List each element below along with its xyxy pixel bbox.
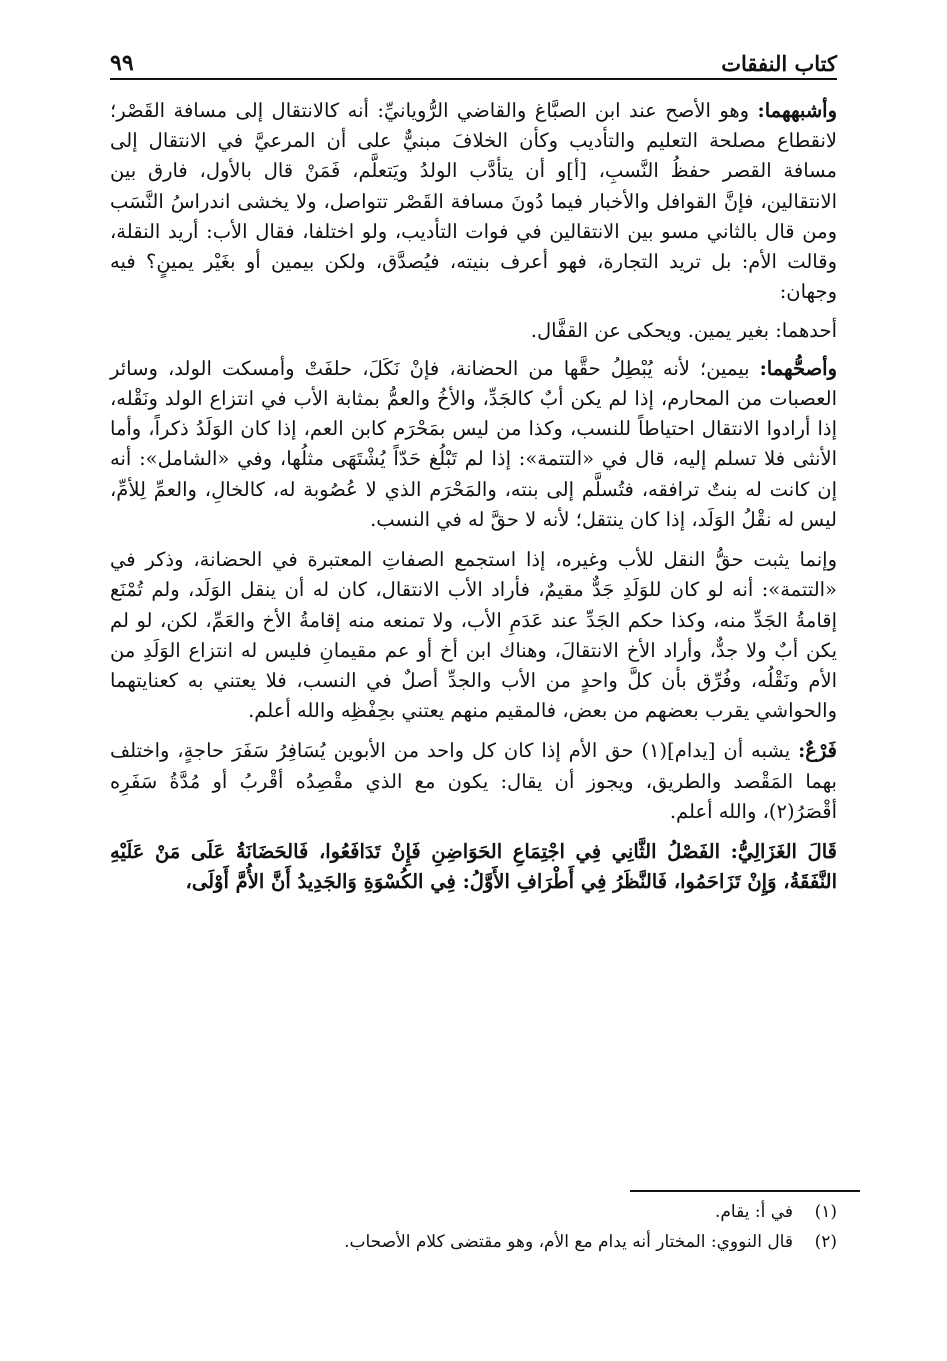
running-title: كتاب النفقات [721, 51, 837, 76]
main-text [110, 96, 837, 905]
paragraph-text: وإنما يثبت حقُّ النقل للأب وغيره، إذا استجمع الصفاتِ المعتبرة في الحضانة، وذكر في «التتمة»: أنه لو كان للوَلَدِ جَدٌّ مقيمٌ، فأراد الأب الانتقال، كان له أن ينقل الوَلَد، ولم تُمْنَع إقامةُ الجَدِّ منه، وكذا حكم الجَدِّ عند عَدَمِ الأب، ولا تمنعه منه إقامةُ الأخ والعَمِّ، لكن، لو لم يكن أبٌ ولا جدٌّ، وأراد الأخ الانتقالَ، وهناك ابن أخ أو عم مقيمانِ فليس له انتزاع الوَلَدِ من الأم ونَقْلُه، وفُرِّق بأن كلَّ واحدٍ من الأب والجدِّ أصلٌ في النسب، فلا يعتني به كعنايتهما والحواشي يقرب بعضهم من بعض، فالمقيم منهم يعتني بحِفْظِه والله أعلم. [110, 548, 837, 723]
footnote [110, 1198, 837, 1228]
paragraph [110, 837, 837, 897]
paragraph-text: الفَصْلُ الثَّانِي فِي اجْتِمَاعِ الحَوَاضِنِ فَإِنْ تَدَافَعُوا، فَالحَضَانَةُ عَلَى مَنْ عَلَيْهِ النَّفَقَةُ، وَإِنْ تَزَاحَمُوا، فَالنَّظَرُ فِي أَطْرَافِ الأَوَّلُ: فِي الكُسْوَةِ وَالجَدِيدُ أَنَّ الأُمَّ أَوْلَى، [110, 840, 837, 894]
paragraph-lead: قَالَ الغَزَالِيُّ: [730, 840, 837, 864]
footnote-number: (٢) [814, 1231, 837, 1252]
footnotes [110, 1198, 837, 1258]
paragraph [110, 96, 837, 308]
paragraph [110, 736, 837, 827]
paragraph-lead: فَرْعٌ: [798, 739, 837, 763]
footnote-text: قال النووي: المختار أنه يدام مع الأم، وهو مقتضى كلام الأصحاب. [344, 1231, 793, 1252]
footnote-separator [630, 1190, 860, 1192]
footnote-text: في أ: يقام. [715, 1202, 793, 1222]
paragraph-text: بيمين؛ لأنه يُبْطِلُ حقَّها من الحضانة، فإنْ نَكَلَ، حلفَتْ وأمسكت الولد، وسائر العصبات من المحارم، إذا لم يكن أبٌ كالجَدِّ، والأخُ والعمُّ بمثابة الأب في انتزاع الولد ونَقْله، إذا أرادوا الانتقال احتياطاً للنسب، وكذا من ليس بمَحْرَم كابن العم، إذا كان الوَلَدُ ذكراً، وأما الأنثى فلا تسلم إليه، قال في «التتمة»: إذا لم تَبْلُغ حَدّاً يُشْتَهَى مثلُها، وفي «الشامل»: أنه إن كانت له بنتٌ ترافقه، فتُسلَّم إلى بنته، والمَحْرَم الذي لا عُصُوبة له، كالخالِ، والعمِّ لِلأمِّ، ليس له نقْلُ الوَلَد، إذا كان ينتقل؛ لأنه لا حقَّ له في النسب. [110, 356, 837, 531]
paragraph-text: يشبه أن [يدام](١) حق الأم إذا كان كل واحد من الأبوين يُسَافِرُ سَفَرَ حاجةٍ، واختلف بهما المَقْصد والطريق، ويجوز أن يقال: يكون مع الذي مقْصِدُه أقْربُ أو مُدَّةُ سَفَرِه أقْصَرُ(٢)، والله أعلم. [110, 739, 837, 823]
footnote [110, 1228, 837, 1258]
paragraph-text: وهو الأصح عند ابن الصبَّاغ والقاضي الرُّويانيِّ: أنه كالانتقال إلى مسافة القَصْر؛ لانقطاع مصلحة التعليم والتأديب وكأن الخلافَ مبنيٌّ على أن المرعيَّ في الانتقال إلى مسافة القصر حفظُ النَّسبِ، [أ]و أن يتأدَّب الولدُ ويَتعلَّم، فَمَنْ قال بالأول، فارق بين الانتقالين، فإنَّ القوافل والأخبار فيما دُونَ مسافة القَصْر تتواصل، ولا يخشى اندراسُ النَّسَب ومن قال بالثاني مسو بين الانتقالين في فوات التأديب، ولو اختلفا، فقال الأب: أريد النقلة، وقالت الأم: بل تريد التجارة، فهو أعرف بنيته، فيُصدَّق، ولكن بيمين أو بغَيْر يمينٍ؟ فيه وجهان: [110, 99, 837, 304]
paragraph-text: أحدهما: بغير يمين. ويحكى عن القفَّال. [530, 318, 837, 342]
paragraph [110, 354, 837, 535]
paragraph-lead: وأصحُّهما: [759, 356, 837, 380]
footnote-number: (١) [814, 1202, 837, 1222]
paragraph-lead: وأشبههما: [757, 99, 837, 122]
page-number: ٩٩ [110, 50, 134, 76]
paragraph [110, 316, 837, 346]
paragraph [110, 545, 837, 726]
page-header [110, 34, 837, 80]
